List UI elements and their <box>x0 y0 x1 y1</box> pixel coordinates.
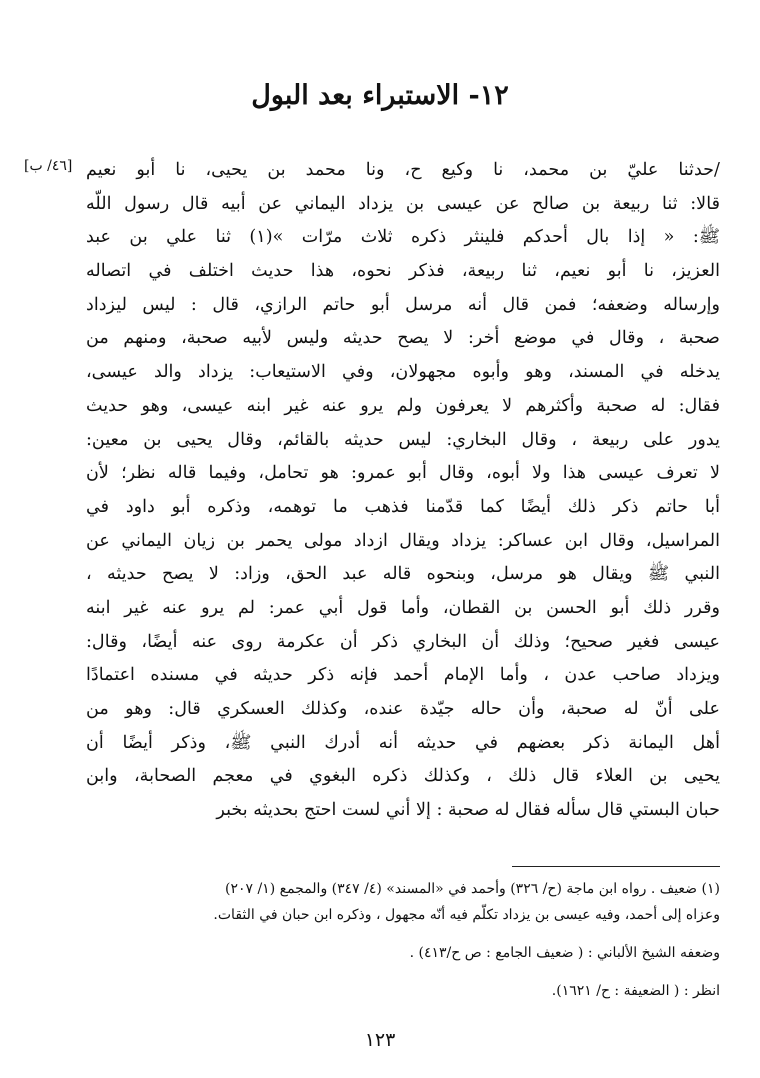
footnote-line: وضعفه الشيخ الألباني : ( ضعيف الجامع : ص ح/٤١٣) . <box>409 945 720 961</box>
text-line: ﷺ: « إذا بال أحدكم فلينثر ذكره ثلاث مرّات »(١) ثنا علي بن عبد <box>86 227 720 248</box>
text-line: العزيز، نا أبو نعيم، ثنا ربيعة، فذكر نحوه، هذا حديث اختلف في اتصاله <box>86 261 720 282</box>
text-line: /حدثنا عليّ بن محمد، نا وكيع ح، ونا محمد بن يحيى، نا أبو نعيم <box>86 160 720 180</box>
text-line: أبا حاتم ذكر ذلك أيضًا كما قدّمنا فذهب ما توهمه، وذكره أبو داود في <box>86 496 720 517</box>
text-line: على أنّ له صحبة، وأن حاله جيّدة عنده، وكذلك العسكري قال: وهو من <box>86 699 720 719</box>
text-line: يحيى بن العلاء قال ذلك ، وكذلك ذكره البغوي في معجم الصحابة، وابن <box>86 766 720 787</box>
text-line: المراسيل، وقال ابن عساكر: يزداد ويقال ازداد مولى يحمر بن زيان اليماني عن <box>86 530 720 551</box>
text-line: قالا: ثنا ربيعة بن صالح عن عيسى بن يزداد اليماني عن أبيه قال رسول اللّه <box>86 193 720 214</box>
text-line: لا تعرف عيسى هذا ولا أبوه، وقال أبو عمرو: هو تحامل، وفيما قاله نظر؛ لأن <box>86 463 720 484</box>
footnote-separator <box>512 866 720 867</box>
chapter-title: ١٢- الاستبراء بعد البول <box>251 80 509 111</box>
text-line: يدخله في المسند، وهو وأبوه مجهولان، وفي الاستيعاب: يزداد والد عيسى، <box>86 362 720 383</box>
text-line: يدور على ربيعة ، وقال البخاري: ليس حديثه بالقائم، وقال يحيى بن معين: <box>86 429 720 450</box>
footnote-line: (١) ضعيف . رواه ابن ماجة (ح/ ٣٢٦) وأحمد في «المسند» (٤/ ٣٤٧) والمجمع (١/ ٢٠٧) <box>224 881 720 897</box>
text-line: وقرر ذلك أبو الحسن بن القطان، وأما قول أبي عمر: لم يرو عنه غير ابنه <box>86 597 720 618</box>
footnote-spacer <box>80 966 720 978</box>
text-line: النبي ﷺ ويقال هو مرسل، وبنحوه قاله عبد الحق، وزاد: لا يصح حديثه ، <box>86 564 720 585</box>
text-line: ويزداد صاحب عدن ، وأما الإمام أحمد فإنه ذكر حديثه في مسنده اعتمادًا <box>86 665 720 686</box>
text-line: عيسى فغير صحيح؛ وذلك أن البخاري ذكر أن عكرمة روى عنه أيضًا، وقال: <box>86 631 720 652</box>
footnotes <box>80 876 720 1004</box>
manuscript-folio-reference: [٤٦/ ب] <box>24 158 73 174</box>
main-text <box>86 154 720 828</box>
text-line: حبان البستي قال سأله فقال له صحبة : إلا أني لست احتج بحديثه بخبر <box>216 800 720 821</box>
text-line: صحبة ، وقال في موضع أخر: لا يصح حديثه وليس لأبيه صحبة، ومنهم من <box>86 328 720 349</box>
footnote-line: انظر : ( الضعيفة : ح/ ١٦٢١). <box>551 983 720 999</box>
text-line: وإرساله وضعفه؛ فمن قال أنه مرسل أبو حاتم الرازي، قال : ليس ليزداد <box>86 294 720 315</box>
footnote-spacer <box>80 928 720 940</box>
page-number: ١٢٣ <box>364 1029 396 1051</box>
footnote-line: وعزاه إلى أحمد، وفيه عيسى بن يزداد تكلّم فيه أنّه مجهول ، وذكره ابن حبان في الثقات. <box>213 907 720 923</box>
text-line: فقال: له صحبة وأكثرهم لا يعرفون ولم يرو عنه غير ابنه عيسى، وهو حديث <box>86 395 720 416</box>
text-line: أهل اليمانة ذكر بعضهم في حديثه أنه أدرك النبي ﷺ، وذكر أيضًا أن <box>86 732 720 753</box>
